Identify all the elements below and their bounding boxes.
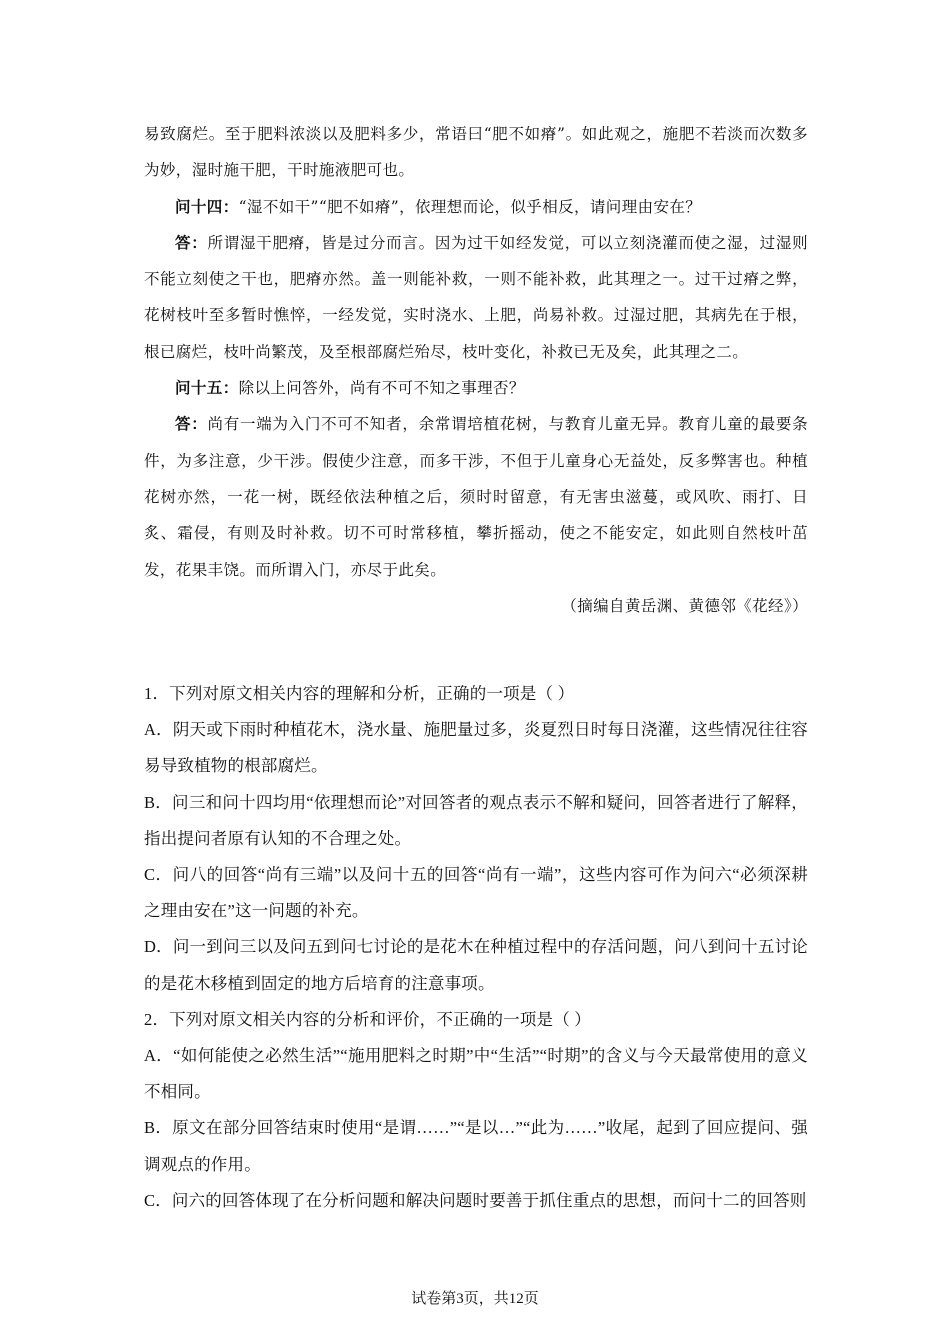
- answer-15-label: 答：: [175, 414, 208, 434]
- question-14: [144, 189, 808, 225]
- question-2-option-b: B．原文在部分回答结束时使用“是谓……”“是以…”“此为……”收尾，起到了回应提问、强调观点的作用。: [144, 1118, 808, 1174]
- question-list: [144, 676, 808, 1219]
- question-2-stem: 2．下列对原文相关内容的分析和评价，不正确的一项是（ ）: [144, 1009, 591, 1029]
- question-14-text: “湿不如干”“肥不如瘠”，依理想而论，似乎相反，请问理由安在？: [238, 197, 702, 216]
- page-footer: [0, 1287, 950, 1308]
- question-1-option-b: B．问三和问十四均用“依理想而论”对回答者的观点表示不解和疑问，回答者进行了解释，指出提问者原有认知的不合理之处。: [144, 792, 808, 848]
- question-15-label: 问十五：: [175, 378, 239, 398]
- question-15: [144, 370, 808, 406]
- passage-text: [144, 116, 808, 624]
- answer-15: [144, 406, 808, 587]
- question-1-option-d: D．问一到问三以及问五到问七讨论的是花木在种植过程中的存活问题，问八到问十五讨论的是花木移植到固定的地方后培育的注意事项。: [144, 937, 808, 993]
- question-2-option-a: A．“如何能使之必然生活”“施用肥料之时期”中“生活”“时期”的含义与今天最常使用的意义不相同。: [144, 1046, 808, 1102]
- passage-paragraph-1: 易致腐烂。至于肥料浓淡以及肥料多少，常语曰“肥不如瘠”。如此观之，施肥不若淡而次数多为妙，湿时施干肥，干时施液肥可也。: [144, 125, 808, 180]
- question-1-option-a: A．阴天或下雨时种植花木，浇水量、施肥量过多，炎夏烈日时每日浇灌，这些情况往往容易导致植物的根部腐烂。: [144, 720, 808, 776]
- answer-15-text: 尚有一端为入门不可不知者，余常谓培植花树，与教育儿童无异。教育儿童的最要条件，为多注意，少干涉。假使少注意，而多干涉，不但于儿童身心无益处，反多弊害也。种植花树亦然，一花一树，既经依法种植之后，须时时留意，有无害虫滋蔓，或风吹、雨打、日炙、霜侵，有则及时补救。切不可时常移植，攀折摇动，使之不能安定，如此则自然枝叶茁发，花果丰饶。而所谓入门，亦尽于此矣。: [144, 415, 808, 579]
- question-1-stem: 1．下列对原文相关内容的理解和分析，正确的一项是（ ）: [144, 684, 575, 703]
- answer-14-text: 所谓湿干肥瘠，皆是过分而言。因为过干如经发觉，可以立刻浇灌而使之湿，过湿则不能立刻使之干也，肥瘠亦然。盖一则能补救，一则不能补救，此其理之一。过干过瘠之弊，花树枝叶至多暂时憔悴，一经发觉，实时浇水、上肥，尚易补救。过湿过肥，其病先在于根，根已腐烂，枝叶尚繁茂，及至根部腐烂殆尽，枝叶变化，补救已无及矣，此其理之二。: [144, 233, 808, 361]
- source-attribution: （摘编自黄岳渊、黄德邻《花经》）: [561, 596, 808, 615]
- question-15-text: 除以上问答外，尚有不可不知之事理否？: [238, 379, 525, 398]
- answer-14: [144, 225, 808, 370]
- answer-14-label: 答：: [175, 232, 208, 252]
- question-14-label: 问十四：: [175, 196, 239, 216]
- question-1-option-c: C．问八的回答“尚有三端”以及问十五的回答“尚有一端”，这些内容可作为问六“必须深耕之理由安在”这一问题的补充。: [144, 865, 808, 921]
- question-2-option-c: C．问六的回答体现了在分析问题和解决问题时要善于抓住重点的思想，而问十二的回答则: [144, 1190, 807, 1210]
- page-number-label: 试卷第3页，共12页: [411, 1291, 539, 1307]
